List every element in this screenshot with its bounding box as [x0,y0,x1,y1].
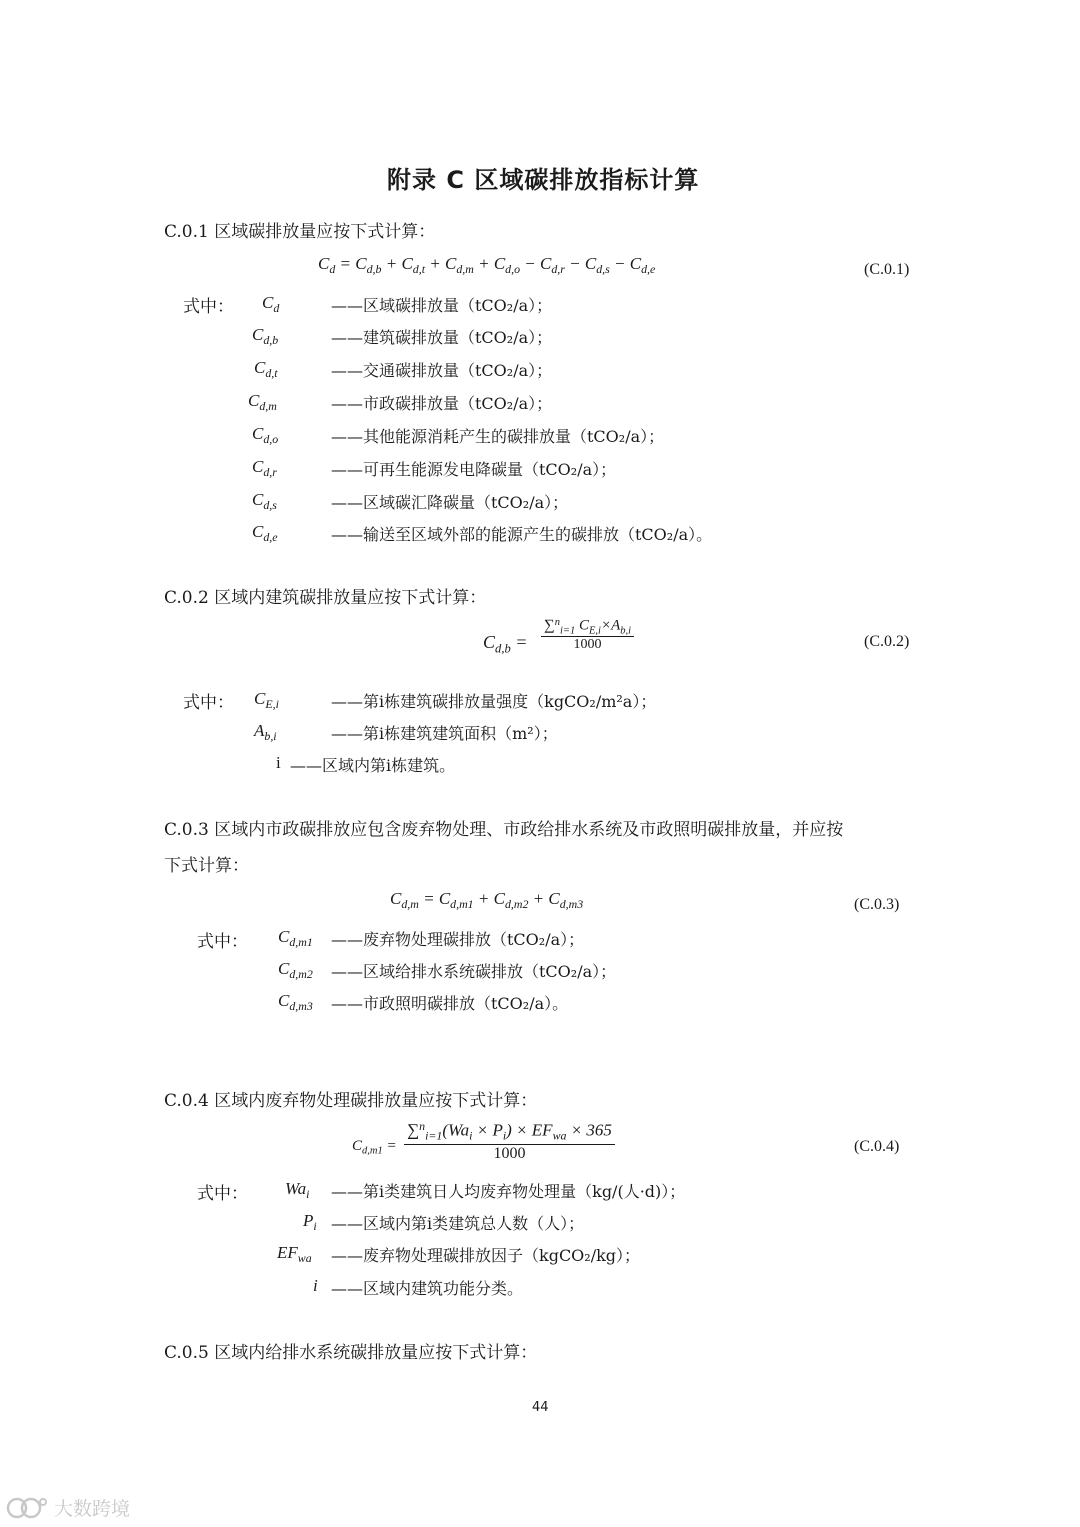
symbol-cdt: $C_{d,t}$ [254,358,278,381]
symbol-cdb: $C_{d,b}$ [252,325,279,348]
watermark [6,1494,130,1521]
definition: ——区域内第i类建筑总人数（人）； [331,1214,585,1233]
shizhong-label-c04: 式中： [197,1184,248,1204]
definition: ——废弃物处理碳排放（tCO₂/a）； [331,930,585,949]
definition: ——交通碳排放量（tCO₂/a）； [331,361,553,380]
definition: ——区域碳排放量（tCO₂/a）； [331,296,553,315]
symbol-cdm2: $C_{d,m2}$ [278,959,313,982]
section-c05-heading: C.0.5 区域内给排水系统碳排放量应按下式计算： [164,1343,538,1363]
definition: ——区域碳汇降碳量（tCO₂/a）； [331,493,569,512]
definition: ——第i栋建筑建筑面积（m²）； [331,724,558,743]
shizhong-label-c01: 式中： [183,297,234,317]
definition: ——第i类建筑日人均废弃物处理量（kg/(人·d)）； [331,1182,686,1201]
formula-c02-denominator: 1000 [573,637,602,653]
formula-c04-denominator: 1000 [493,1144,526,1162]
formula-c02-fraction [541,617,634,653]
section-c03-heading-cont: 下式计算： [164,856,249,876]
section-c02-heading: C.0.2 区域内建筑碳排放量应按下式计算： [164,588,487,608]
definition: ——区域内建筑功能分类。 [331,1279,524,1298]
section-c04-heading: C.0.4 区域内废弃物处理碳排放量应按下式计算： [164,1091,538,1111]
eq-label-c01: (C.0.1) [864,261,910,278]
symbol-cdm1: $C_{d,m1}$ [278,927,313,950]
definition: ——市政照明碳排放（tCO₂/a）。 [331,994,569,1013]
definition: ——区域给排水系统碳排放（tCO₂/a）； [331,962,617,981]
formula-c04-lhs: $C_{d,m1}$ = [352,1138,397,1157]
eq-label-c02: (C.0.2) [864,633,910,650]
definition: ——输送至区域外部的能源产生的碳排放（tCO₂/a）。 [331,525,713,544]
symbol-cei: $C_{E,i}$ [254,689,279,712]
definition: ——区域内第i栋建筑。 [290,756,456,775]
symbol-cdm: $C_{d,m}$ [248,391,277,414]
watermark-text: 大数跨境 [54,1498,131,1520]
definition: ——第i栋建筑碳排放量强度（kgCO₂/m²a）； [331,692,657,711]
definition: ——废弃物处理碳排放因子（kgCO₂/kg）； [331,1246,641,1265]
formula-c03: $C_{d,m} = C_{d,m1} + C_{d,m2} + C_{d,m3}$ [390,889,584,912]
shizhong-label-c03: 式中： [197,932,248,952]
eq-label-c03: (C.0.3) [854,896,900,913]
symbol-cd: $C_d$ [262,293,280,316]
formula-c04-fraction [404,1119,615,1163]
formula-c02-numerator: ∑$^n_{i=1}$ $C_{E,i}\times A_{b,i}$ [541,617,634,637]
page-number: 44 [532,1400,549,1415]
formula-c02-lhs: $C_{d,b}$ = [483,632,528,656]
symbol-cdr: $C_{d,r}$ [252,457,277,480]
symbol-cdm3: $C_{d,m3}$ [278,991,313,1014]
section-c03-heading: C.0.3 区域内市政碳排放应包含废弃物处理、市政给排水系统及市政照明碳排放量，并应按 [164,820,844,840]
symbol-pi: $P_i$ [303,1211,317,1234]
definition: ——其他能源消耗产生的碳排放量（tCO₂/a）； [331,427,665,446]
symbol-abi: $A_{b,i}$ [254,721,277,744]
symbol-efwa: $EF_{wa}$ [277,1243,312,1266]
page-title: 附录 C 区域碳排放指标计算 [387,166,700,194]
symbol-cdo: $C_{d,o}$ [252,424,279,447]
symbol-i-italic: i [313,1276,318,1295]
definition: ——建筑碳排放量（tCO₂/a）； [331,328,553,347]
definition: ——可再生能源发电降碳量（tCO₂/a）； [331,460,617,479]
shizhong-label-c02: 式中： [183,693,234,713]
symbol-i: i [276,753,281,772]
eq-label-c04: (C.0.4) [854,1138,900,1155]
formula-c01: $C_d = C_{d,b} + C_{d,t} + C_{d,m} + C_{d,o} - C_{d,r} - C_{d,s} - C_{d,e}$ [318,254,656,277]
symbol-cds: $C_{d,s}$ [252,490,277,513]
formula-c04-numerator: $\sum^n_{i=1}(Wa_i \times P_i) \times EF_{wa} \times 365$ [404,1119,615,1145]
section-c01-heading: C.0.1 区域碳排放量应按下式计算： [164,222,436,242]
symbol-wai: $Wa_i$ [285,1179,310,1202]
symbol-cde: $C_{d,e}$ [252,522,278,545]
definition: ——市政碳排放量（tCO₂/a）； [331,394,553,413]
watermark-logo-icon [6,1495,48,1521]
